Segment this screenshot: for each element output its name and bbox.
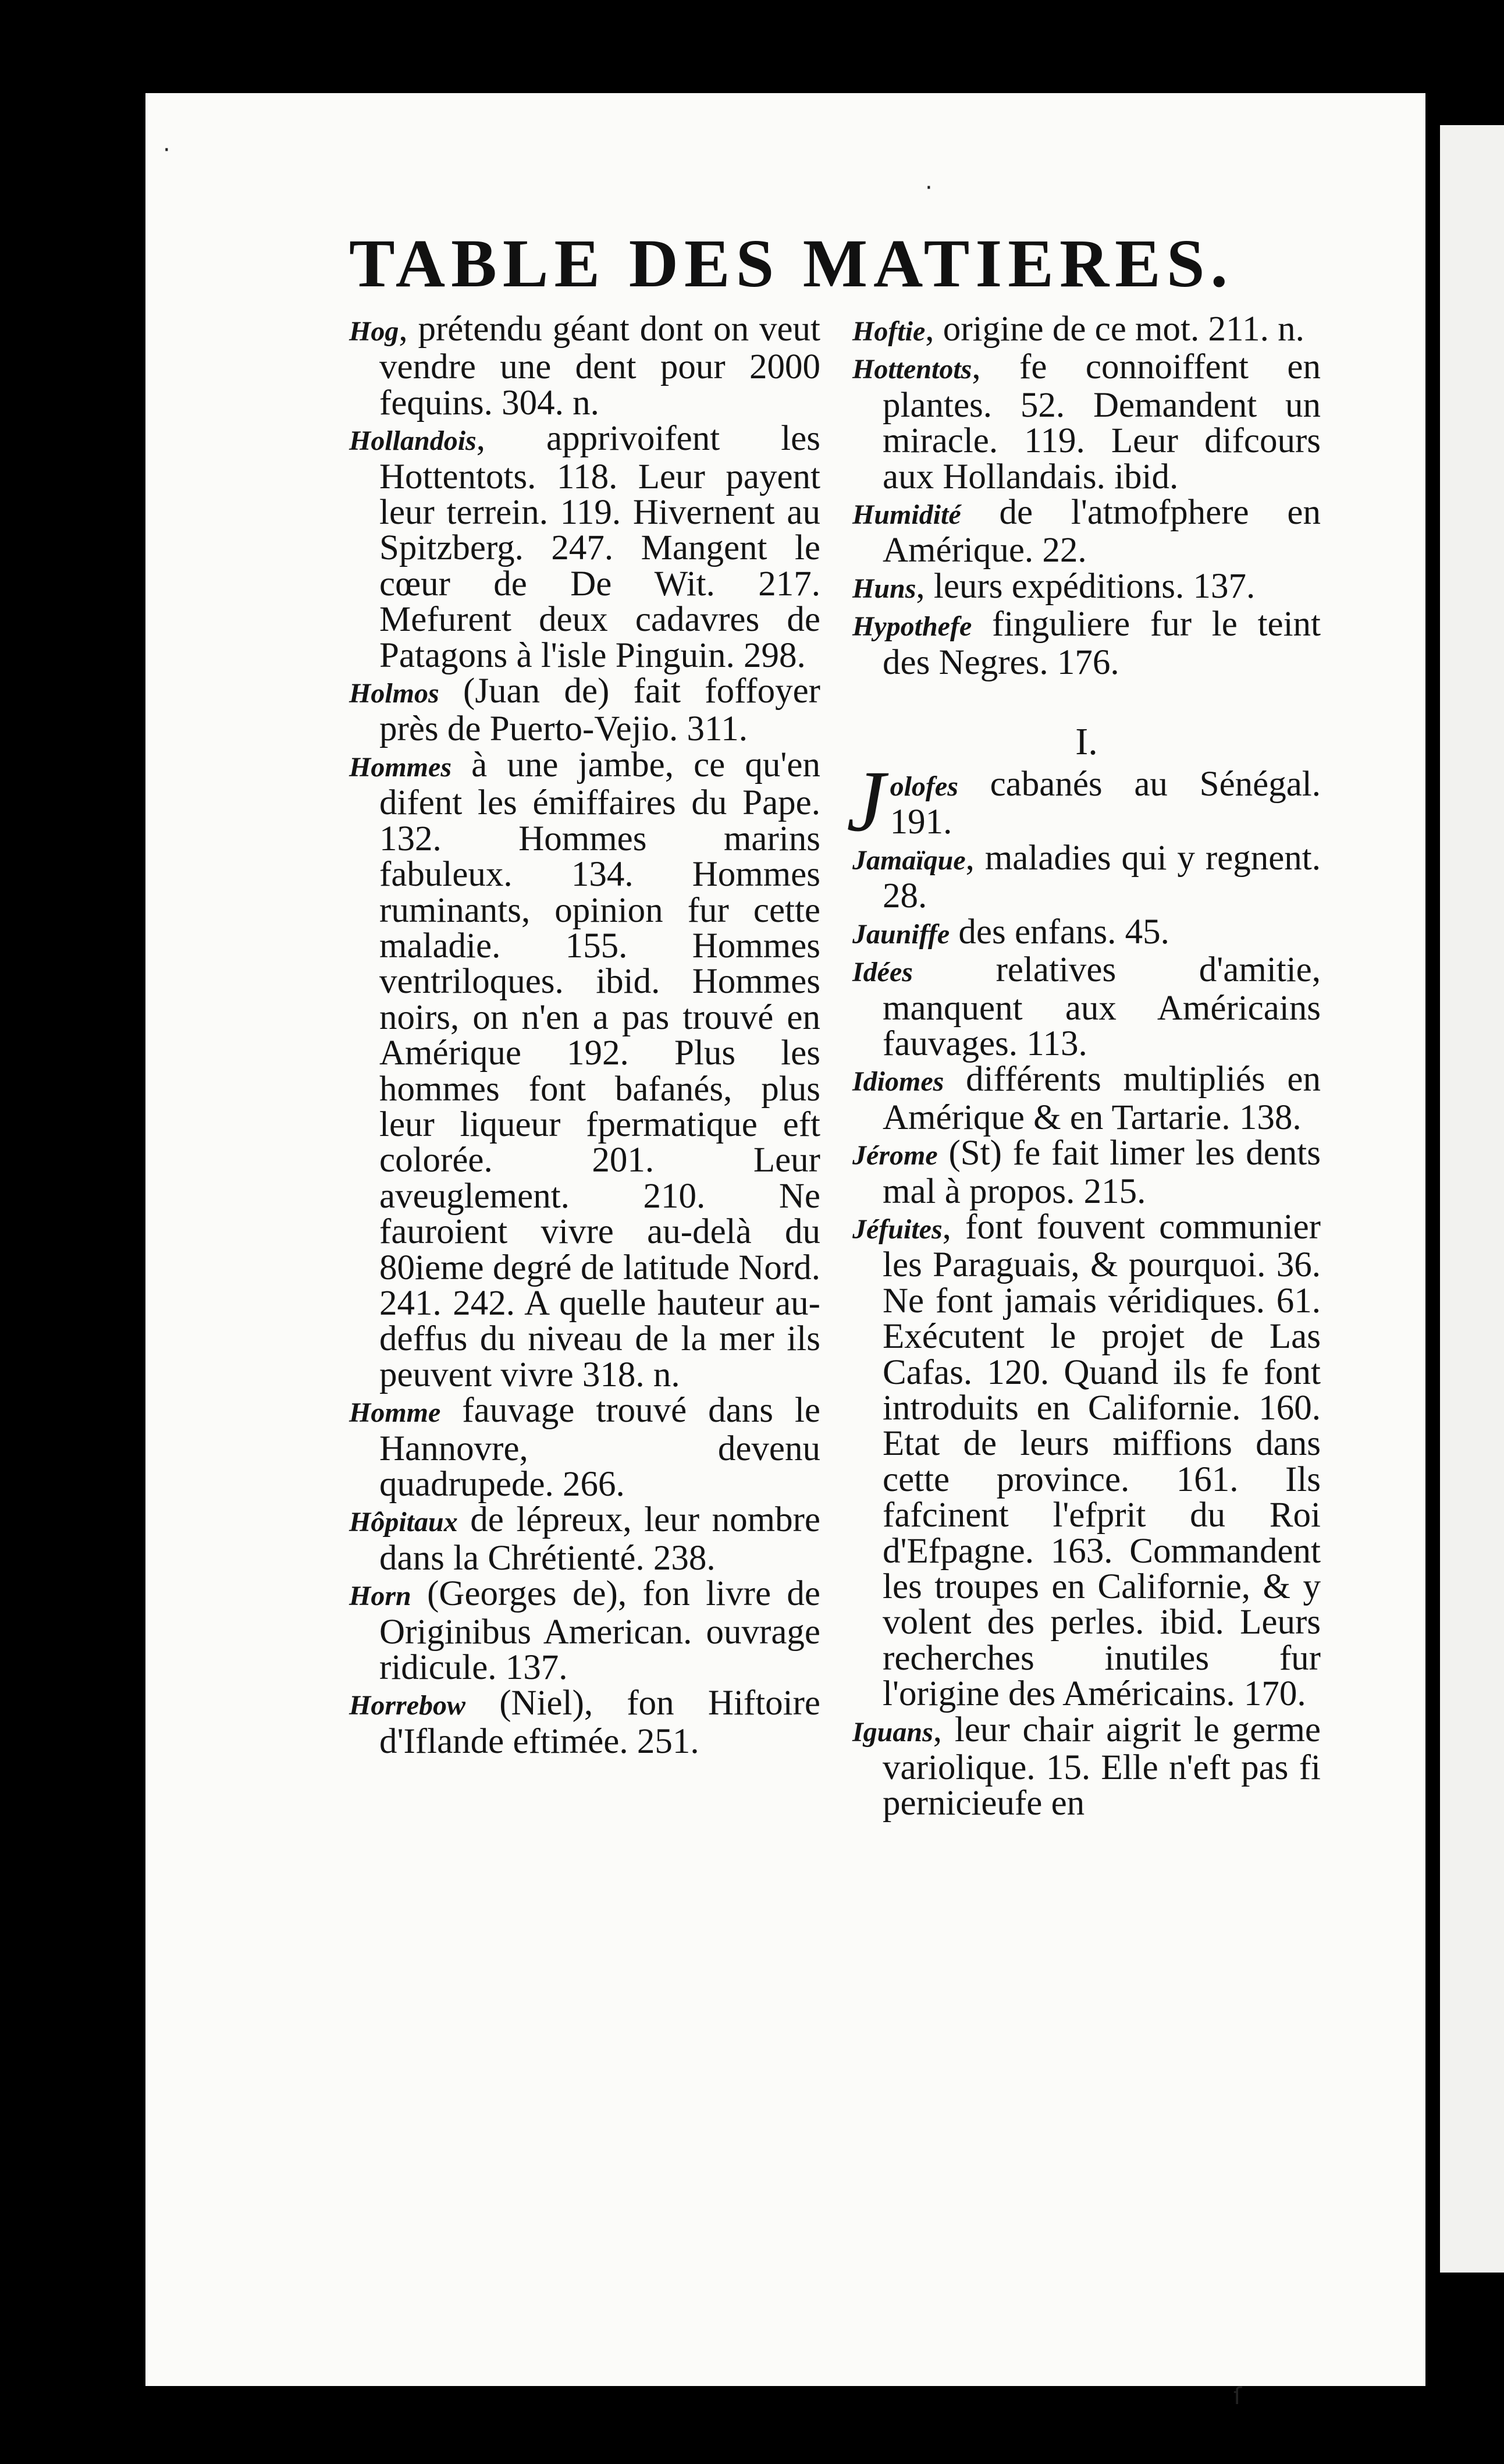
scan-speck: ſ xyxy=(1233,2383,1242,2410)
index-entry xyxy=(349,1574,820,1688)
entry-text: , origine de ce mot. 211. n. xyxy=(925,310,1304,349)
entry-headword: Hottentots xyxy=(852,354,972,385)
index-entry xyxy=(852,1061,1321,1135)
index-entry xyxy=(349,1393,820,1502)
entry-text: de lépreux, leur nombre dans la Chrétienté. 238. xyxy=(379,1500,820,1578)
entry-text: (Juan de) fait foffoyer près de Puerto-Vejio. 311. xyxy=(379,672,820,749)
entry-headword: Hog xyxy=(349,316,399,347)
entry-text: , leurs expéditions. 137. xyxy=(916,566,1256,606)
index-entry xyxy=(852,952,1321,1061)
entry-text: fauvage trouvé dans le Hannovre, devenu quadrupede. 266. xyxy=(379,1391,820,1504)
index-entry xyxy=(852,349,1321,495)
entry-headword: Idées xyxy=(852,957,913,988)
section-gap xyxy=(852,680,1321,713)
entry-text: , maladies qui y regnent. 28. xyxy=(883,838,1321,916)
entry-headword: Hypothefe xyxy=(852,611,972,642)
entry-text: (Georges de), fon livre de Originibus American. ouvrage ridicule. 137. xyxy=(379,1574,820,1688)
index-entry xyxy=(852,1712,1321,1822)
entry-headword: Huns xyxy=(852,573,916,604)
index-entry xyxy=(349,1502,820,1576)
entry-headword: Jamaïque xyxy=(852,844,966,876)
entry-text: , fe connoiffent en plantes. 52. Demandent un miracle. 119. Leur difcours aux Hollandais. ibid. xyxy=(883,347,1321,496)
entry-text: , leur chair aigrit le germe variolique. 15. Elle n'eft pas fi pernicieufe en xyxy=(883,1710,1321,1823)
entry-text: (St) fe fait limer les dents mal à propos. 215. xyxy=(883,1134,1321,1211)
index-entry xyxy=(852,1135,1321,1209)
index-entry xyxy=(349,311,820,421)
index-entry xyxy=(349,673,820,747)
index-group-h xyxy=(852,311,1321,680)
entry-headword: Horrebow xyxy=(349,1690,466,1721)
entry-headword: Idiomes xyxy=(852,1066,944,1098)
entry-text: des enfans. 45. xyxy=(950,912,1169,951)
index-column-left xyxy=(349,311,820,1759)
index-entry xyxy=(852,606,1321,680)
entry-headword: Humidité xyxy=(852,499,961,531)
entry-headword: Horn xyxy=(349,1581,411,1612)
drop-cap-letter: J xyxy=(847,753,886,850)
page-title: TABLE DES MATIERES. xyxy=(349,225,1234,301)
entry-text: relatives d'amitie, manquent aux Américains fauvages. 113. xyxy=(883,950,1321,1063)
index-entry xyxy=(852,840,1321,914)
index-entry xyxy=(349,421,820,673)
scan-speck: · xyxy=(925,175,933,201)
index-entry xyxy=(349,747,820,1393)
entry-headword: Jérome xyxy=(852,1140,938,1171)
index-entry xyxy=(349,1685,820,1759)
entry-text: (Niel), fon Hiftoire d'Iflande eftimée. 251. xyxy=(379,1684,820,1761)
entry-headword: Jauniffe xyxy=(852,918,950,950)
entry-headword: Jéfuites xyxy=(852,1213,943,1245)
index-column-right xyxy=(847,310,1321,1823)
index-entry xyxy=(852,566,1321,606)
entry-headword: Iguans xyxy=(852,1716,933,1748)
entry-headword: Hôpitaux xyxy=(349,1507,458,1538)
entry-headword: olofes xyxy=(890,771,958,803)
entry-text: , font fouvent communier les Paraguais, & pourquoi. 36. Ne font jamais véridiques. 61. Exécutent le projet de Las Cafas. 120. Quand ils fe font introduits en Californie. 160. Etat de leurs miffions dans cette province. 161. Ils fafcinent l'efprit du Roi d'Efpagne. 163. Commandent les troupes en Californie, & y volent des perles. ibid. Leurs recherches inutiles fur l'origine des Américains. 170. xyxy=(883,1207,1321,1714)
section-letter: I. xyxy=(1075,720,1098,764)
entry-text: cabanés au Sénégal. 191. xyxy=(890,765,1321,842)
entry-text: à une jambe, ce qu'en difent les émiffaires du Pape. 132. Hommes marins fabuleux. 134. Hommes ruminants, opinion fur cette maladie. 155. Hommes ventriloques. ibid. Hommes noirs, on n'en a pas trouvé en Amérique 192. Plus les hommes font bafanés, plus leur liqueur fpermatique eft colorée. 201. Leur aveuglement. 210. Ne fauroient vivre au-delà du 80ieme degré de latitude Nord. 241. 242. A quelle hauteur au-deffus du niveau de la mer ils peuvent vivre 318. n. xyxy=(379,745,820,1394)
index-entry xyxy=(852,1209,1321,1712)
entry-headword: Holmos xyxy=(349,678,439,709)
index-entry xyxy=(847,753,1321,850)
entry-text: finguliere fur le teint des Negres. 176. xyxy=(883,605,1321,682)
index-entry xyxy=(852,914,1321,952)
entry-headword: Hollandois xyxy=(349,425,477,457)
adjacent-page-edge xyxy=(1440,125,1504,2273)
index-group-i xyxy=(852,840,1321,1822)
index-entry xyxy=(852,311,1321,349)
entry-headword: Homme xyxy=(349,1397,441,1429)
entry-headword: Hommes xyxy=(349,751,451,783)
entry-text: , apprivoifent les Hottentots. 118. Leur payent leur terrein. 119. Hivernent au Spitzberg. 247. Mangent le cœur de De Wit. 217. Mefurent deux cadavres de Patagons à l'isle Pinguin. 298. xyxy=(379,419,820,675)
entry-headword: Hoftie xyxy=(852,316,926,347)
entry-text: différents multipliés en Amérique & en Tartarie. 138. xyxy=(883,1060,1321,1137)
entry-text: , prétendu géant dont on veut vendre une dent pour 2000 fequins. 304. n. xyxy=(379,310,820,422)
entry-text: de l'atmofphere en Amérique. 22. xyxy=(883,493,1321,570)
index-entry xyxy=(852,495,1321,569)
scan-speck: · xyxy=(163,137,170,164)
